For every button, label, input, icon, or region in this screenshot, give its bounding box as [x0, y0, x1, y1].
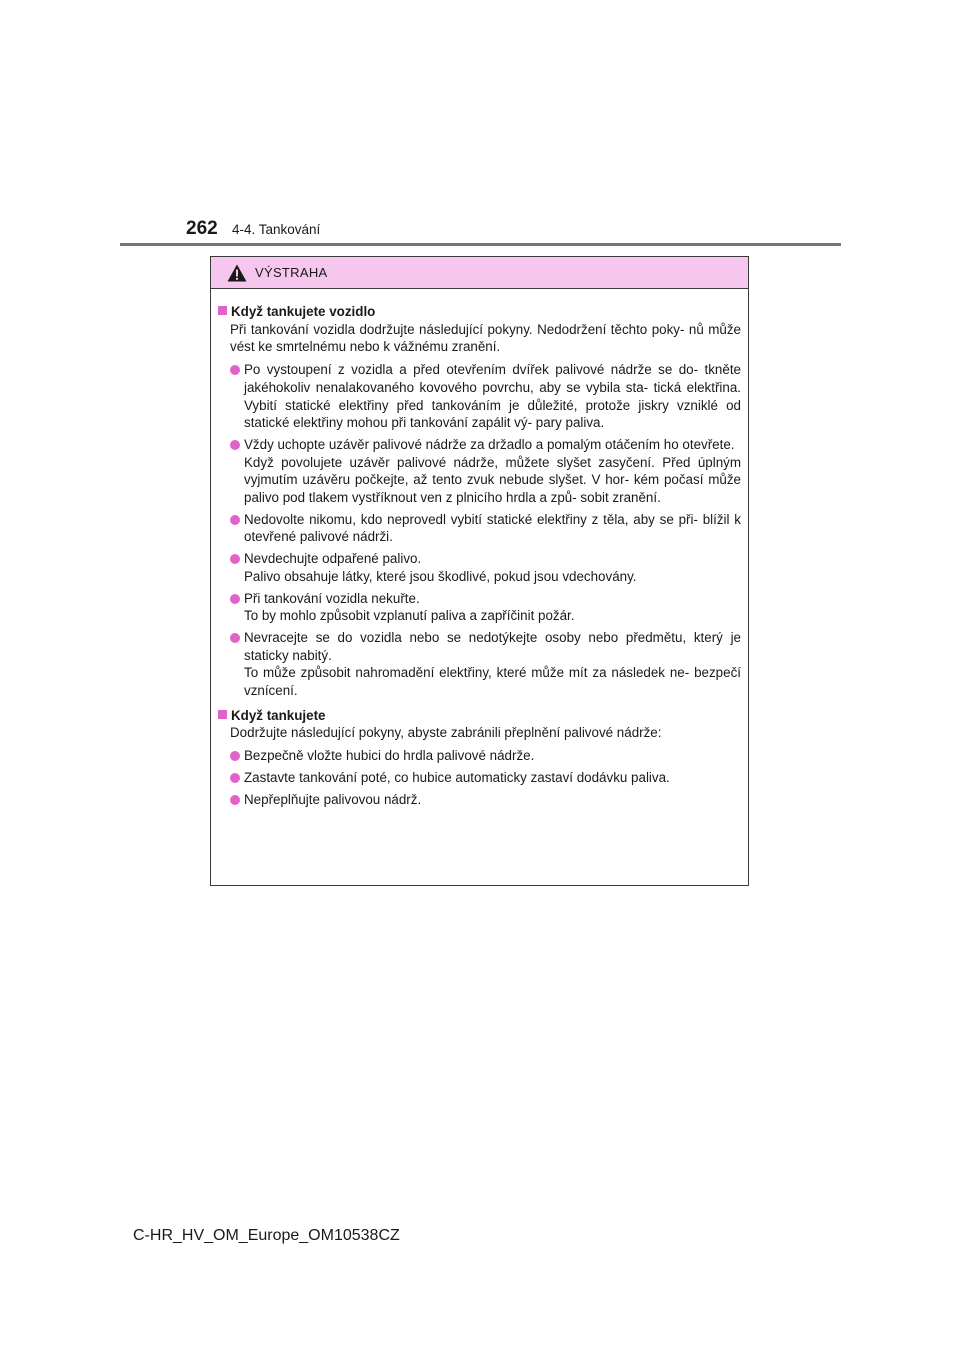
warning-header: [211, 257, 748, 289]
header-divider: [120, 243, 841, 246]
warning-title: VÝSTRAHA: [255, 265, 328, 280]
list-item: [218, 747, 741, 765]
section-intro: Dodržujte následující pokyny, abyste zabránili přeplnění palivové nádrže:: [230, 725, 662, 741]
list-item: [218, 769, 741, 787]
list-item-line: To může způsobit nahromadění elektřiny, které může mít za následek ne- bezpečí vznícení.: [244, 665, 741, 699]
list-item: [218, 791, 741, 809]
list-item-text: [244, 769, 741, 787]
document-code: C-HR_HV_OM_Europe_OM10538CZ: [133, 1227, 400, 1244]
list-item-line: Zastavte tankování poté, co hubice automaticky zastaví dodávku paliva.: [244, 769, 670, 785]
section-heading-text: Když tankujete: [231, 707, 326, 723]
square-bullet-icon: [218, 306, 227, 315]
bullet-dot-icon: [230, 554, 240, 564]
section-title: 4-4. Tankování: [232, 222, 321, 237]
bullet-dot-icon: [230, 751, 240, 761]
bullet-dot-icon: [230, 365, 240, 375]
list-item: [218, 511, 741, 546]
list-item: [218, 590, 741, 625]
list-item-text: [244, 361, 741, 432]
warning-box: [210, 256, 749, 886]
list-item: [218, 550, 741, 585]
bullet-dot-icon: [230, 633, 240, 643]
list-item-line: Nevdechujte odpařené palivo.: [244, 551, 422, 567]
bullet-dot-icon: [230, 594, 240, 604]
bullet-dot-icon: [230, 773, 240, 783]
section-heading-text: Když tankujete vozidlo: [231, 304, 376, 319]
section-intro: Při tankování vozidla dodržujte následující pokyny. Nedodržení těchto poky- nů může vést ke smrtelnému nebo k vážnému zranění.: [230, 321, 741, 355]
list-item-text: [244, 550, 741, 585]
list-item-line: To by mohlo způsobit vzplanutí paliva a zapříčinit požár.: [244, 608, 575, 624]
list-item: [218, 436, 741, 507]
section-heading: [218, 707, 741, 725]
bullet-dot-icon: [230, 795, 240, 805]
list-item-text: [244, 436, 741, 507]
list-item-line: Když povolujete uzávěr palivové nádrže, můžete slyšet zasyčení. Před úplným vyjmutím uzávěru počkejte, až tento zvuk nebude slyšet. V hor- kém počasí může palivo pod tlakem vystříknout ven z plnicího hrdla a způ- sobit zranění.: [244, 454, 741, 506]
list-item-line: Nepřeplňujte palivovou nádrž.: [244, 791, 422, 807]
list-item-text: [244, 590, 741, 625]
list-item-line: Nedovolte nikomu, kdo neprovedl vybití statické elektřiny z těla, aby se při- blížil k otevřené palivové nádrži.: [244, 511, 741, 545]
section-heading: [218, 303, 741, 321]
list-item: [218, 629, 741, 700]
list-item-line: Bezpečně vložte hubici do hrdla palivové nádrže.: [244, 748, 535, 764]
page-number: 262: [186, 218, 218, 239]
list-item-line: Po vystoupení z vozidla a před otevřením dvířek palivové nádrže se do- tkněte jakéhokoliv nenalakovaného kovového povrchu, aby se vybila sta- tická elektřina. Vybití statické elektřiny před tankováním je důležité, protože jiskry vzniklé od statické elektřiny mohou při tankování zapálit vý- pary paliva.: [244, 362, 741, 431]
list-item-text: [244, 791, 741, 809]
list-item-line: Při tankování vozidla nekuřte.: [244, 590, 420, 606]
square-bullet-icon: [218, 710, 227, 719]
bullet-dot-icon: [230, 440, 240, 450]
list-item-line: Palivo obsahuje látky, které jsou škodlivé, pokud jsou vdechovány.: [244, 568, 637, 584]
list-item-text: [244, 747, 741, 765]
warning-body: [211, 289, 748, 808]
warning-triangle-icon: [227, 264, 247, 282]
list-item-text: [244, 511, 741, 546]
list-item: [218, 361, 741, 432]
list-item-line: Nevracejte se do vozidla nebo se nedotýkejte osoby nebo předmětu, který je staticky nabitý.: [244, 629, 741, 663]
list-item-text: [244, 629, 741, 700]
bullet-dot-icon: [230, 515, 240, 525]
list-item-line: Vždy uchopte uzávěr palivové nádrže za držadlo a pomalým otáčením ho otevřete.: [244, 436, 735, 452]
